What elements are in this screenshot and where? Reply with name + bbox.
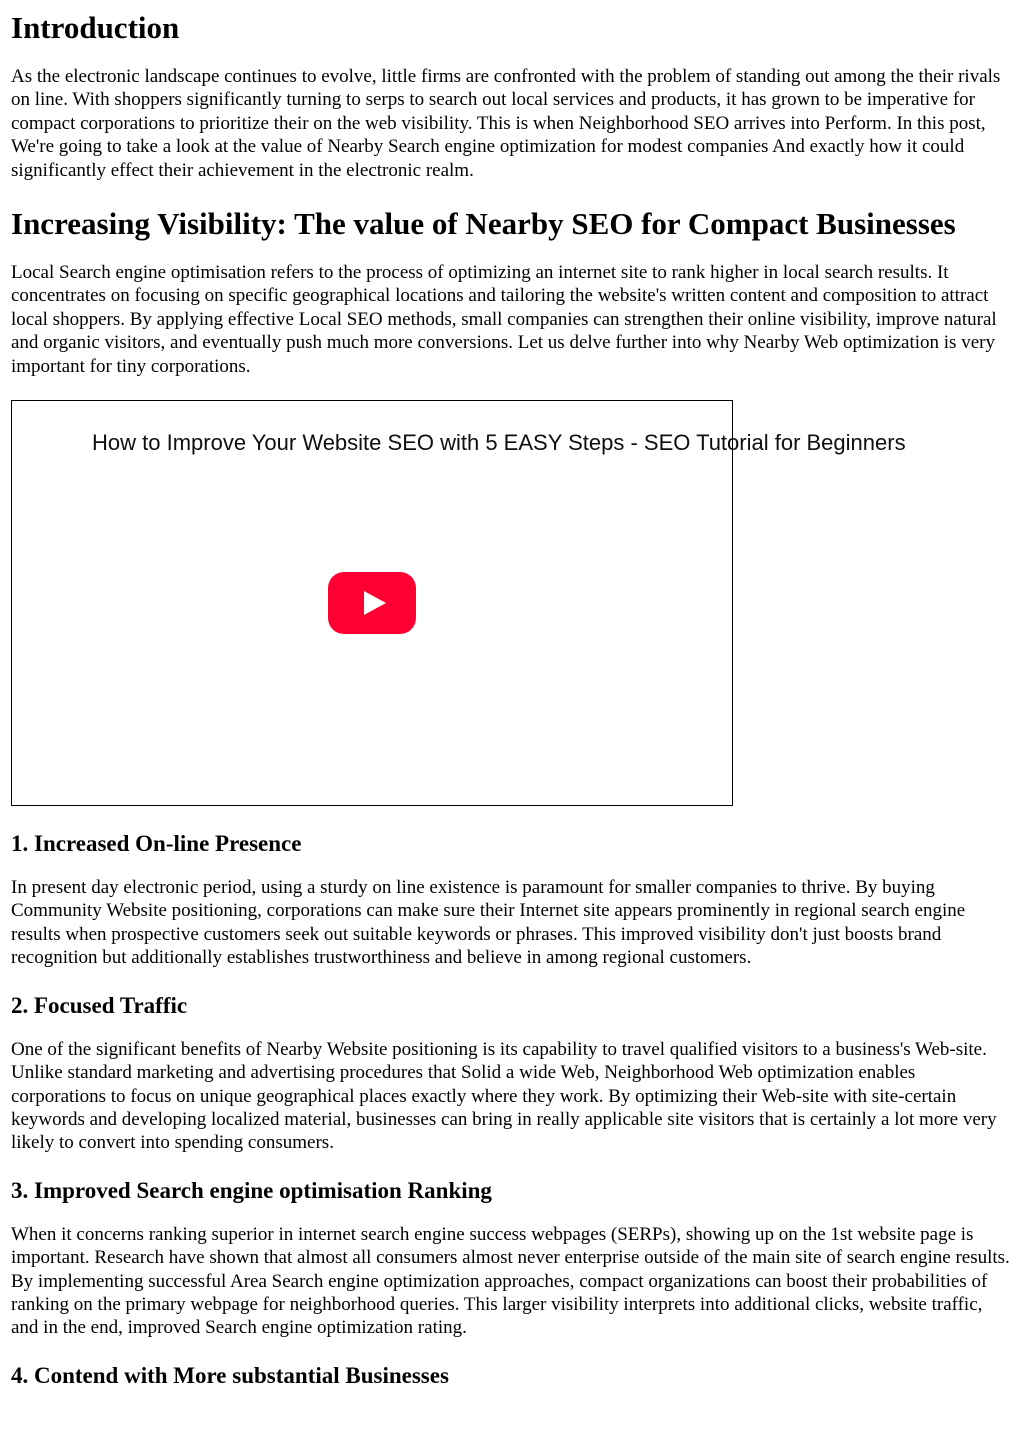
section-increased-presence: [11, 830, 1014, 970]
section-paragraph: One of the significant benefits of Nearby Website positioning is its capability to travel qualified visitors to a business's Web-site. Unlike standard marketing and advertising procedures that Solid a wide Web, Neighborhood Web optimization enables corporations to focus on unique geographical places exactly where they work. By optimizing their Web-site with site-certain keywords and developing localized material, businesses can bring in really applicable site visitors that is certainly a lot more very likely to convert into spending consumers.: [11, 1038, 997, 1154]
video-title[interactable]: How to Improve Your Website SEO with 5 EASY Steps - SEO Tutorial for Beginners: [92, 430, 906, 456]
section-improved-ranking: [11, 1177, 1014, 1340]
article: [0, 10, 1024, 1390]
intro-heading: Introduction: [11, 10, 180, 45]
visibility-paragraph: Local Search engine optimisation refers to the process of optimizing an internet site to rank higher in local search results. It concentrates on focusing on specific geographical locations and tailoring the website's written content and composition to attract local shoppers. By applying effective Local SEO methods, small companies can strengthen their online visibility, improve natural and organic visitors, and eventually push much more conversions. Let us delve further into why Nearby Web optimization is very important for tiny corporations.: [11, 262, 997, 377]
section-paragraph: In present day electronic period, using a sturdy on line existence is paramount for smaller companies to thrive. By buying Community Website positioning, corporations can make sure their Internet site appears prominently in regional search engine results when prospective customers seek out suitable keywords or phrases. This improved visibility don't just boosts brand recognition but additionally establishes trustworthiness and believe in among regional customers.: [11, 877, 966, 969]
section-focused-traffic: [11, 992, 1014, 1155]
youtube-play-icon[interactable]: [328, 572, 416, 634]
intro-paragraph: As the electronic landscape continues to evolve, little firms are confronted with the problem of standing out among the their rivals on line. With shoppers significantly turning to serps to search out local services and products, it has grown to be imperative for compact corporations to prioritize their on the web visibility. This is when Neighborhood SEO arrives into Perform. In this post, We're going to take a look at the value of Nearby Search engine optimization for modest companies And exactly how it could significantly effect their achievement in the electronic realm.: [11, 66, 1001, 181]
embedded-video[interactable]: [11, 400, 906, 806]
section-contend-larger: [11, 1362, 1014, 1390]
section-paragraph: When it concerns ranking superior in internet search engine success webpages (SERPs), showing up on the 1st website page is important. Research have shown that almost all consumers almost never enterprise outside of the main site of search engine results. By implementing successful Area Search engine optimization approaches, compact organizations can boost their probabilities of ranking on the primary webpage for neighborhood queries. This larger visibility interprets into additional clicks, website traffic, and in the end, improved Search engine optimization rating.: [11, 1223, 1010, 1339]
section-heading: 1. Increased On-line Presence: [11, 831, 302, 857]
section-heading: 4. Contend with More substantial Businesses: [11, 1362, 449, 1388]
section-heading: 2. Focused Traffic: [11, 992, 188, 1018]
visibility-heading: Increasing Visibility: The value of Nearby SEO for Compact Businesses: [11, 206, 956, 242]
section-heading: 3. Improved Search engine optimisation Ranking: [11, 1177, 492, 1203]
